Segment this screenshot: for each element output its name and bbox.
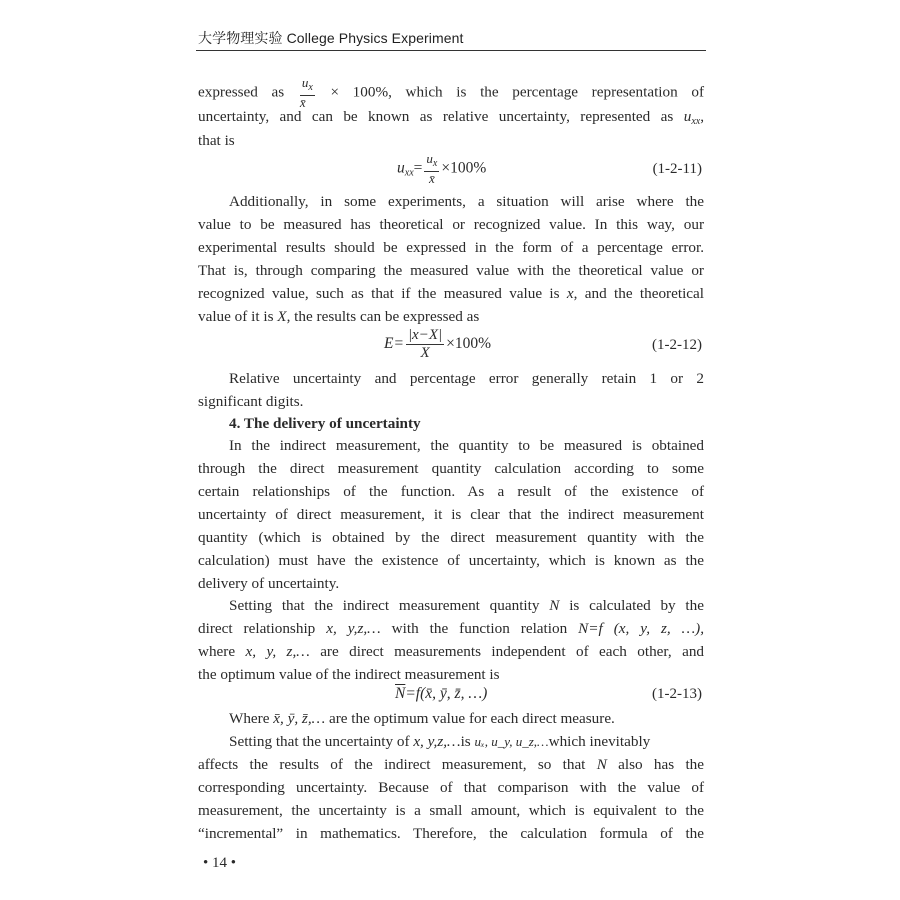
- math-symbol: E=: [384, 335, 404, 353]
- text-span: Setting that the indirect measurement quantity: [229, 597, 540, 614]
- text-span: Setting that the uncertainty of: [229, 733, 410, 750]
- fraction: [424, 152, 439, 186]
- fraction-numerator: u: [301, 75, 309, 90]
- text-span: is: [460, 733, 471, 750]
- text-line: Relative uncertainty and percentage error generally retain 1 or 2: [229, 370, 704, 387]
- math-symbol: x̄, ȳ, z̄,…: [273, 710, 326, 727]
- header-rule: [196, 50, 706, 51]
- text-line: [229, 596, 704, 616]
- equation-number: (1-2-13): [652, 686, 702, 702]
- subscript: xx: [691, 116, 701, 127]
- text-span: affects the results of the indirect measurement, so that: [198, 756, 586, 773]
- text-line: [198, 619, 704, 639]
- text-line: [198, 107, 704, 127]
- text-line: corresponding uncertainty. Because of that comparison with the value of: [198, 779, 704, 796]
- text-span: ×100%: [441, 159, 487, 177]
- fraction-denominator: x̄: [428, 171, 435, 186]
- text-line: That is, through comparing the measured value with the theoretical value or: [198, 262, 704, 279]
- math-symbol: N=f (x, y, z, …),: [578, 620, 705, 637]
- text-span: are the optimum value for each direct measure.: [328, 710, 615, 727]
- text-span: also has the: [618, 756, 704, 773]
- math-symbol: X: [277, 308, 287, 325]
- text-span: expressed as: [198, 83, 285, 101]
- subscript: xx: [404, 167, 414, 179]
- text-span: uncertainty, and can be known as relative uncertainty, represented as: [198, 108, 674, 125]
- fraction-numerator: |x−X|: [407, 327, 443, 343]
- text-span: ,: [700, 108, 705, 125]
- equation: [395, 685, 487, 703]
- text-line: uncertainty of direct measurement, it is clear that the indirect measurement: [198, 506, 704, 523]
- math-symbol: u: [397, 159, 405, 177]
- text-span: with the function relation: [391, 620, 568, 637]
- text-line: [229, 732, 704, 752]
- page-number: • 14 •: [203, 855, 237, 871]
- text-line: value to be measured has theoretical or recognized value. In this way, our: [198, 216, 704, 233]
- text-line: certain relationships of the function. As a result of the existence of: [198, 483, 704, 500]
- text-line: [229, 709, 704, 729]
- equals-sign: =: [413, 159, 423, 177]
- math-symbol: N: [549, 597, 560, 614]
- text-span: recognized value, such as that if the measured value is: [198, 285, 560, 302]
- text-line: [198, 75, 705, 110]
- text-span: is calculated by the: [569, 597, 704, 614]
- equation: [397, 152, 486, 186]
- text-span: where: [198, 643, 236, 660]
- subscript: x: [308, 82, 313, 93]
- text-line: significant digits.: [198, 393, 304, 410]
- fraction: [406, 327, 444, 362]
- math-symbol: u: [683, 108, 692, 125]
- text-line: “incremental” in mathematics. Therefore, the calculation formula of the: [198, 825, 704, 842]
- running-header: 大学物理实验 College Physics Experiment: [198, 30, 464, 46]
- math-symbol: x, y, z,…: [245, 643, 310, 660]
- equation-number: (1-2-11): [652, 161, 702, 177]
- equation: [384, 327, 491, 362]
- fraction-denominator: X: [420, 345, 430, 361]
- text-span: are direct measurements independent of each other, and: [320, 643, 705, 660]
- text-span: × 100%, which is the percentage representation of: [330, 83, 705, 101]
- math-symbol: x, y,z,…: [326, 620, 381, 637]
- fraction-numerator: u: [426, 151, 433, 166]
- equation-number: (1-2-12): [652, 337, 702, 353]
- text-line: the optimum value of the indirect measurement is: [198, 666, 500, 683]
- text-span: Where: [229, 710, 270, 727]
- fraction-denominator: x̄: [299, 95, 306, 110]
- text-line: [198, 284, 704, 304]
- text-line: [198, 642, 704, 662]
- text-line: measurement, the uncertainty is a small amount, which is equivalent to the: [198, 802, 704, 819]
- math-symbol: x: [566, 285, 574, 302]
- math-symbol: $\overline{N}$: [395, 685, 406, 702]
- fraction: [300, 76, 315, 110]
- math-symbol: =f(x̄, ȳ, z̄, …): [405, 685, 488, 702]
- text-line: quantity (which is obtained by the direct measurement quantity with the: [198, 529, 704, 546]
- text-line: [198, 755, 704, 775]
- text-line: that is: [198, 132, 235, 149]
- text-span: ×100%: [446, 335, 492, 353]
- text-span: value of it is: [198, 308, 274, 325]
- text-span: which inevitably: [548, 733, 651, 750]
- text-span: , the results can be expressed as: [286, 308, 480, 325]
- section-heading: 4. The delivery of uncertainty: [229, 415, 421, 432]
- text-line: calculation) must have the existence of uncertainty, which is known as the: [198, 552, 704, 569]
- text-line: In the indirect measurement, the quantity to be measured is obtained: [229, 437, 704, 454]
- math-symbol: x, y,z,…: [413, 733, 461, 750]
- math-symbol: uₓ, u_y, u_z,…: [474, 734, 549, 749]
- text-line: Additionally, in some experiments, a situation will arise where the: [229, 193, 704, 210]
- text-span: , and the theoretical: [573, 285, 704, 302]
- text-line: delivery of uncertainty.: [198, 575, 340, 592]
- text-line: experimental results should be expressed in the form of a percentage error.: [198, 239, 704, 256]
- math-symbol: N: [596, 756, 607, 773]
- subscript: x: [432, 158, 438, 169]
- text-span: direct relationship: [198, 620, 316, 637]
- text-line: [198, 307, 704, 327]
- text-line: through the direct measurement quantity calculation according to some: [198, 460, 704, 477]
